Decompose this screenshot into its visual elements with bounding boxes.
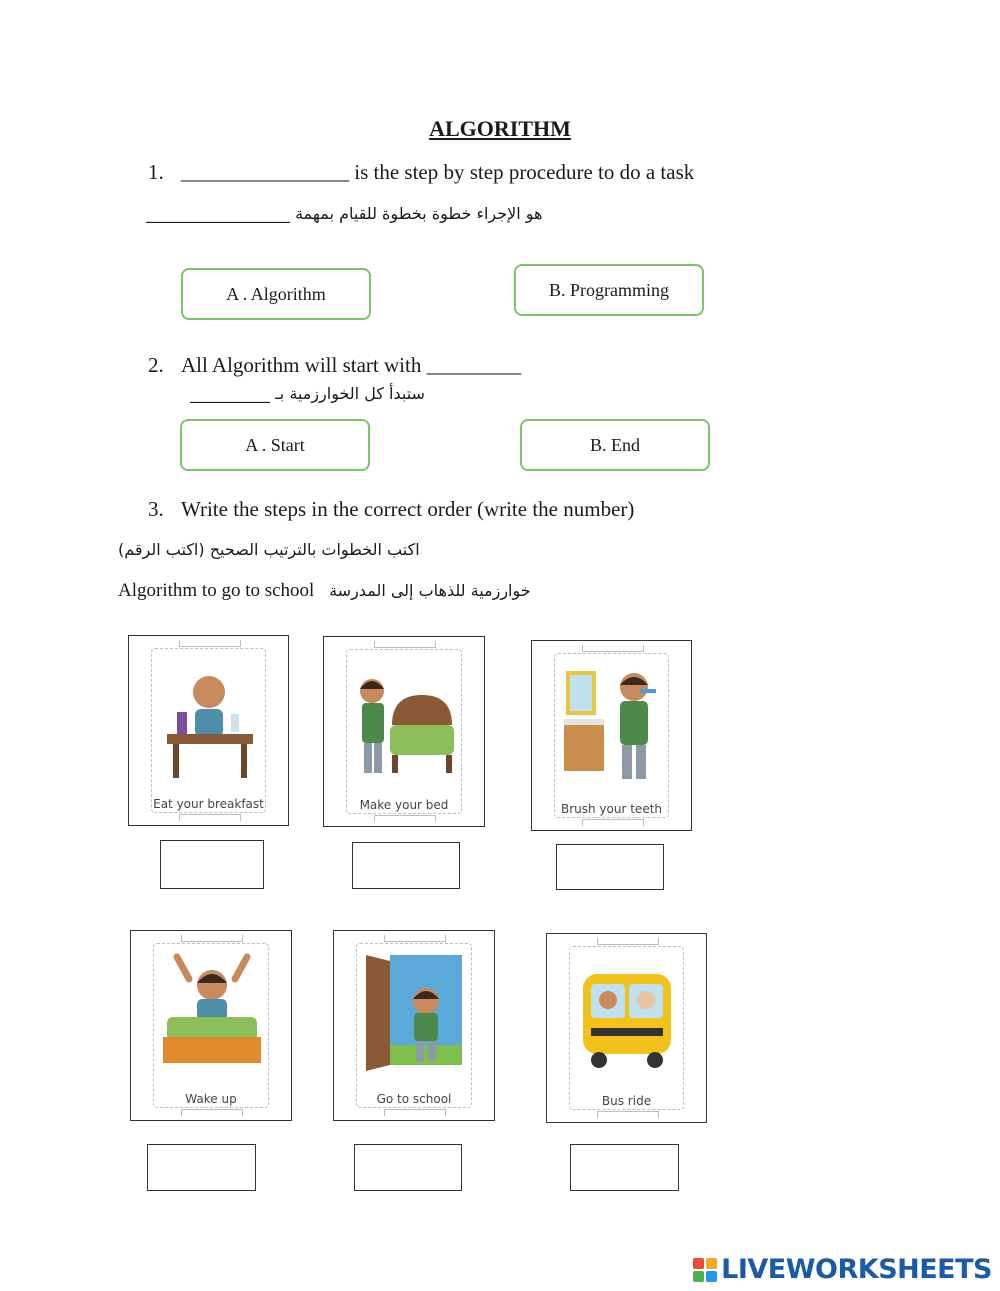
- card-caption: Brush your teeth: [560, 802, 663, 816]
- option-algorithm-button[interactable]: A . Algorithm: [181, 268, 371, 320]
- algorithm-subtitle: [118, 580, 531, 602]
- step-card-make-bed: [323, 636, 485, 827]
- toothbrush-icon: [560, 659, 665, 794]
- subtitle-arabic: خوارزمية للذهاب إلى المدرسة: [329, 581, 531, 600]
- question-text: is the step by step procedure to do a task: [354, 160, 695, 184]
- liveworksheets-logo-icon: [693, 1258, 717, 1282]
- page-title: ALGORITHM: [429, 116, 571, 141]
- question-3: [148, 497, 634, 522]
- step-card-go-to-school: [333, 930, 495, 1121]
- question-2: [148, 353, 521, 378]
- question-1-arabic: [146, 204, 542, 223]
- answer-box-wake-up[interactable]: [147, 1144, 256, 1191]
- question-text: Write the steps in the correct order (write the number): [181, 497, 635, 521]
- card-caption: Wake up: [185, 1092, 237, 1106]
- arabic-blank: __________________: [146, 204, 290, 223]
- card-caption: Bus ride: [601, 1094, 652, 1108]
- wake-up-icon: [159, 949, 265, 1084]
- answer-box-bus-ride[interactable]: [570, 1144, 679, 1191]
- arabic-blank: __________: [190, 384, 270, 403]
- question-number: 3.: [148, 497, 164, 521]
- question-2-arabic: [190, 384, 425, 403]
- option-programming-button[interactable]: B. Programming: [514, 264, 704, 316]
- question-1: [148, 160, 694, 185]
- card-caption: Go to school: [376, 1092, 452, 1106]
- step-card-wake-up: [130, 930, 292, 1121]
- card-caption: Make your bed: [359, 798, 449, 812]
- question-number: 2.: [148, 353, 164, 377]
- question-3-arabic: اكتب الخطوات بالترتيب الصحيح (اكتب الرقم): [118, 540, 420, 559]
- liveworksheets-brand: [693, 1254, 992, 1285]
- door-icon: [362, 949, 468, 1084]
- option-end-button[interactable]: B. End: [520, 419, 710, 471]
- step-card-bus-ride: [546, 933, 707, 1123]
- answer-box-go-to-school[interactable]: [354, 1144, 462, 1191]
- card-caption: Eat your breakfast: [153, 797, 264, 811]
- arabic-text: هو الإجراء خطوة بخطوة للقيام بمهمة: [295, 204, 543, 223]
- breakfast-icon: [157, 654, 262, 789]
- bed-icon: [352, 655, 458, 790]
- answer-box-breakfast[interactable]: [160, 840, 264, 889]
- question-number: 1.: [148, 160, 164, 184]
- answer-blank[interactable]: _________: [426, 353, 522, 377]
- answer-box-make-bed[interactable]: [352, 842, 460, 889]
- option-start-button[interactable]: A . Start: [180, 419, 370, 471]
- answer-blank[interactable]: ________________: [181, 160, 349, 184]
- bus-icon: [575, 952, 680, 1087]
- brand-name: LIVEWORKSHEETS: [721, 1254, 992, 1285]
- answer-box-brush-teeth[interactable]: [556, 844, 664, 890]
- step-card-brush-teeth: [531, 640, 692, 831]
- step-card-breakfast: [128, 635, 289, 826]
- subtitle-english: Algorithm to go to school: [118, 580, 315, 601]
- arabic-text: ستبدأ كل الخوارزمية بـ: [275, 384, 425, 403]
- question-text: All Algorithm will start with: [181, 353, 422, 377]
